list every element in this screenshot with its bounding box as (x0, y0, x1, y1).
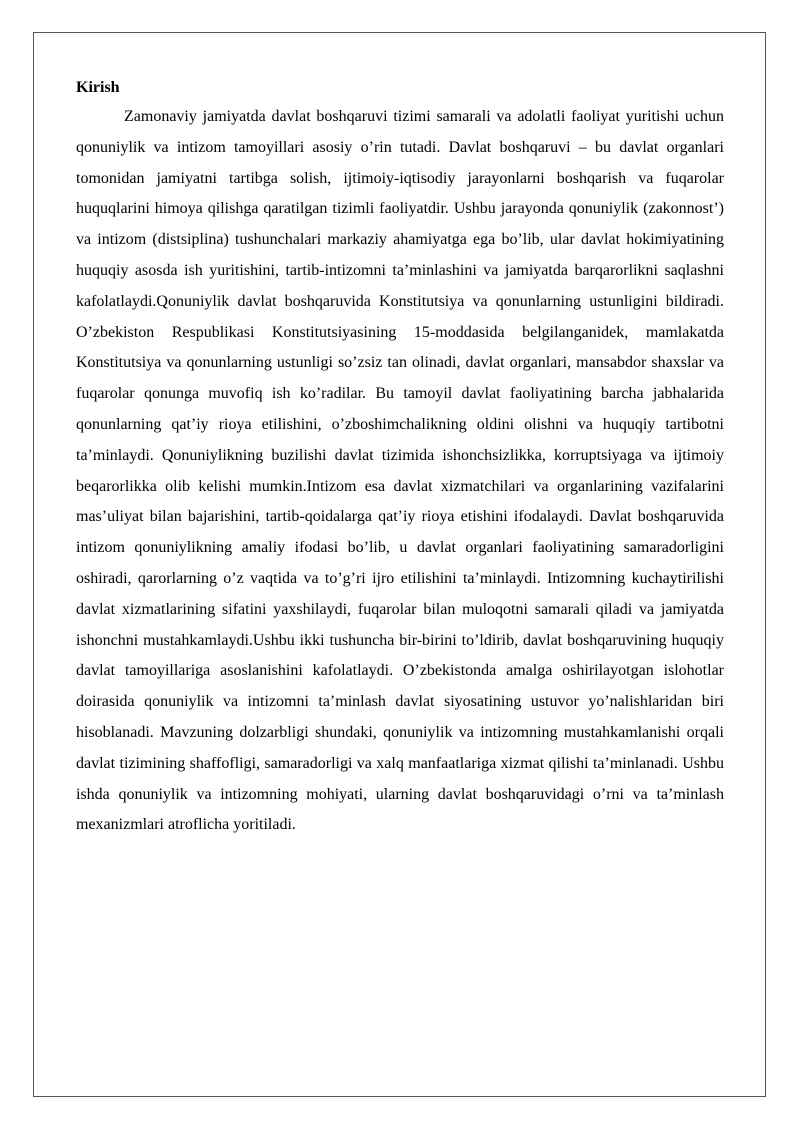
body-paragraph: Zamonaviy jamiyatda davlat boshqaruvi tizimi samarali va adolatli faoliyat yuritishi uchun qonuniylik va intizom tamoyillari asosiy o’rin tutadi. Davlat boshqaruvi – bu davlat organlari tomonidan jamiyatni tartibga solish, ijtimoiy-iqtisodiy jarayonlarni boshqarish va fuqarolar huquqlarini himoya qilishga qaratilgan tizimli faoliyatdir. Ushbu jarayonda qonuniylik (zakonnost’) va intizom (distsiplina) tushunchalari markaziy ahamiyatga ega bo’lib, ular davlat hokimiyatining huquqiy asosda ish yuritishini, tartib-intizomni ta’minlashini va jamiyatda barqarorlikni saqlashni kafolatlaydi.Qonuniylik davlat boshqaruvida Konstitutsiya va qonunlarning ustunligini bildiradi. O’zbekiston Respublikasi Konstitutsiyasining 15-moddasida belgilanganidek, mamlakatda Konstitutsiya va qonunlarning ustunligi so’zsiz tan olinadi, davlat organlari, mansabdor shaxslar va fuqarolar qonunga muvofiq ish ko’radilar. Bu tamoyil davlat faoliyatining barcha jabhalarida qonunlarning qat’iy rioya etilishini, o’zboshimchalikning oldini olishni va huquqiy tartibotni ta’minlaydi. Qonuniylikning buzilishi davlat tizimida ishonchsizlikka, korruptsiyaga va ijtimoiy beqarorlikka olib kelishi mumkin.Intizom esa davlat xizmatchilari va organlarining vazifalarini mas’uliyat bilan bajarishini, tartib-qoidalarga qat’iy rioya etishini ifodalaydi. Davlat boshqaruvida intizom qonuniylikning amaliy ifodasi bo’lib, u davlat organlari faoliyatining samaradorligini oshiradi, qarorlarning o’z vaqtida va to’g’ri ijro etilishini ta’minlaydi. Intizomning kuchaytirilishi davlat xizmatlarining sifatini yaxshilaydi, fuqarolar bilan muloqotni samarali qiladi va jamiyatda ishonchni mustahkamlaydi.Ushbu ikki tushuncha bir-birini to’ldirib, davlat boshqaruvining huquqiy davlat tamoyillariga asoslanishini kafolatlaydi. O’zbekistonda amalga oshirilayotgan islohotlar doirasida qonuniylik va intizomni ta’minlash davlat siyosatining ustuvor yo’nalishlaridan biri hisoblanadi. Mavzuning dolzarbligi shundaki, qonuniylik va intizomning mustahkamlanishi orqali davlat tizimining shaffofligi, samaradorligi va xalq manfaatlariga xizmat qilishi ta’minlanadi. Ushbu ishda qonuniylik va intizomning mohiyati, ularning davlat boshqaruvidagi o’rni va ta’minlash mexanizmlari atroflicha yoritiladi. (76, 108, 724, 834)
document-content (76, 74, 724, 841)
section-heading: Kirish (76, 79, 120, 96)
